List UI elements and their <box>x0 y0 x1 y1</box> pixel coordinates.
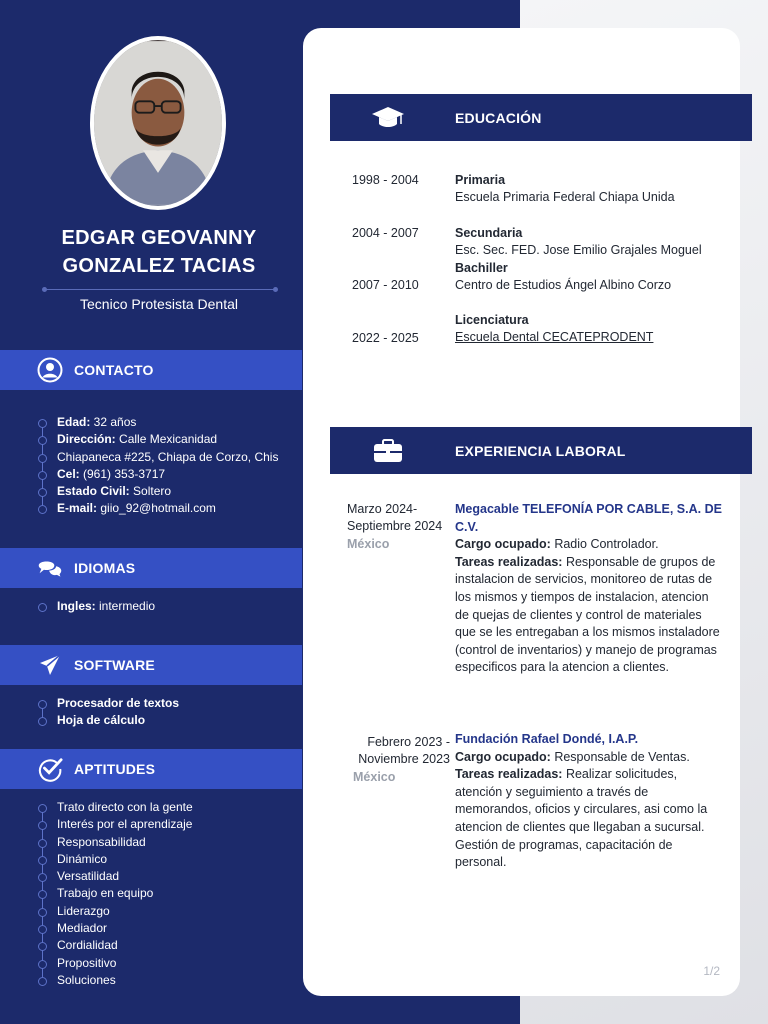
name-divider <box>44 289 276 290</box>
skills-list <box>0 799 302 989</box>
skill-item: Interés por el aprendizaje <box>0 816 302 833</box>
software-item: Procesador de textos <box>0 695 302 712</box>
education-school: Esc. Sec. FED. Jose Emilio Grajales Moguel <box>455 243 702 258</box>
check-circle-icon <box>37 756 63 782</box>
name-line-2: GONZALEZ TACIAS <box>62 255 256 277</box>
skill-item: Trato directo con la gente <box>0 799 302 816</box>
job-role: Cargo ocupado: Responsable de Ventas. <box>455 749 690 764</box>
job-tasks: Tareas realizadas: Realizar solicitudes, atención y seguimiento a través de memorandos, oficios y circulares, asi como la atencion de clientes que llegaban a sucursal. Gestión de programas, capacitación de personal. <box>455 767 708 870</box>
job-location: México <box>347 536 390 551</box>
education-school-link[interactable]: Escuela Dental CECATEPRODENT <box>455 330 654 345</box>
job-description <box>455 731 725 872</box>
skills-heading: APTITUDES <box>74 761 156 777</box>
graduation-cap-icon <box>370 100 406 136</box>
chat-bubbles-icon <box>37 555 63 581</box>
contact-section-header <box>0 350 302 390</box>
briefcase-icon <box>370 433 406 469</box>
languages-list <box>0 598 302 615</box>
skills-section-header <box>0 749 302 789</box>
contact-email[interactable]: E-mail: giio_92@hotmail.com <box>0 500 302 517</box>
skill-item: Versatilidad <box>0 868 302 885</box>
experience-section-header <box>330 427 752 474</box>
profile-photo <box>90 36 226 210</box>
skill-item: Liderazgo <box>0 903 302 920</box>
languages-heading: IDIOMAS <box>74 560 136 576</box>
skill-item: Dinámico <box>0 851 302 868</box>
job-company: Megacable TELEFONÍA POR CABLE, S.A. DE C.V. <box>455 502 722 534</box>
contact-address-line-2: Chiapaneca #225, Chiapa de Corzo, Chis <box>0 449 302 466</box>
contact-phone: Cel: (961) 353-3717 <box>0 466 302 483</box>
job-dates: Febrero 2023 - Noviembre 2023 México <box>345 734 450 786</box>
education-dates: 2007 - 2010 <box>352 278 419 292</box>
contact-list <box>0 414 302 518</box>
job-title: Tecnico Protesista Dental <box>80 296 238 312</box>
education-heading: EDUCACIÓN <box>455 109 542 126</box>
education-section-header <box>330 94 752 141</box>
full-name <box>20 224 298 280</box>
job-dates: Marzo 2024- Septiembre 2024 México <box>342 501 447 553</box>
language-english: Ingles: intermedio <box>0 598 302 615</box>
job-location: México <box>353 769 396 784</box>
education-dates: 2004 - 2007 <box>352 226 419 240</box>
page-number: 1/2 <box>703 964 720 978</box>
education-level: Bachiller <box>455 260 508 275</box>
contact-heading: CONTACTO <box>74 362 154 378</box>
software-item: Hoja de cálculo <box>0 712 302 729</box>
skill-item: Trabajo en equipo <box>0 885 302 902</box>
skill-item: Mediador <box>0 920 302 937</box>
skill-item: Soluciones <box>0 972 302 989</box>
education-level: Primaria <box>455 173 506 187</box>
job-role: Cargo ocupado: Radio Controlador. <box>455 537 659 552</box>
contact-civil-status: Estado Civil: Soltero <box>0 483 302 500</box>
education-dates: 2022 - 2025 <box>352 331 419 345</box>
software-section-header <box>0 645 302 685</box>
name-line-1: EDGAR GEOVANNY <box>61 227 257 249</box>
education-level: Licenciatura <box>455 313 529 327</box>
education-school: Centro de Estudios Ángel Albino Corzo <box>455 277 672 292</box>
skill-item: Cordialidad <box>0 937 302 954</box>
education-school: Escuela Primaria Federal Chiapa Unida <box>455 190 675 205</box>
skill-item: Responsabilidad <box>0 834 302 851</box>
job-tasks: Tareas realizadas: Responsable de grupos de instalacion de servicios, monitoreo de rutas de los mismos y tiempos de instalacion, atencion de quejas de clientes y control de materiales que se les entregaban a los mismos instaladore (control de inventarios) y manejo de programas especificos para la atencion a clientes. <box>455 554 720 675</box>
skill-item: Propositivo <box>0 955 302 972</box>
education-level: Secundaria <box>455 226 523 240</box>
job-description <box>455 501 725 677</box>
paper-plane-icon <box>37 652 63 678</box>
user-icon <box>37 357 63 383</box>
experience-heading: EXPERIENCIA LABORAL <box>455 442 626 459</box>
education-dates: 1998 - 2004 <box>352 173 419 187</box>
software-heading: SOFTWARE <box>74 657 155 673</box>
languages-section-header <box>0 548 302 588</box>
profile-photo-image <box>94 40 222 206</box>
job-company: Fundación Rafael Dondé, I.A.P. <box>455 732 639 746</box>
contact-address: Dirección: Calle Mexicanidad <box>0 431 302 448</box>
software-list <box>0 695 302 730</box>
contact-age: Edad: 32 años <box>0 414 302 431</box>
